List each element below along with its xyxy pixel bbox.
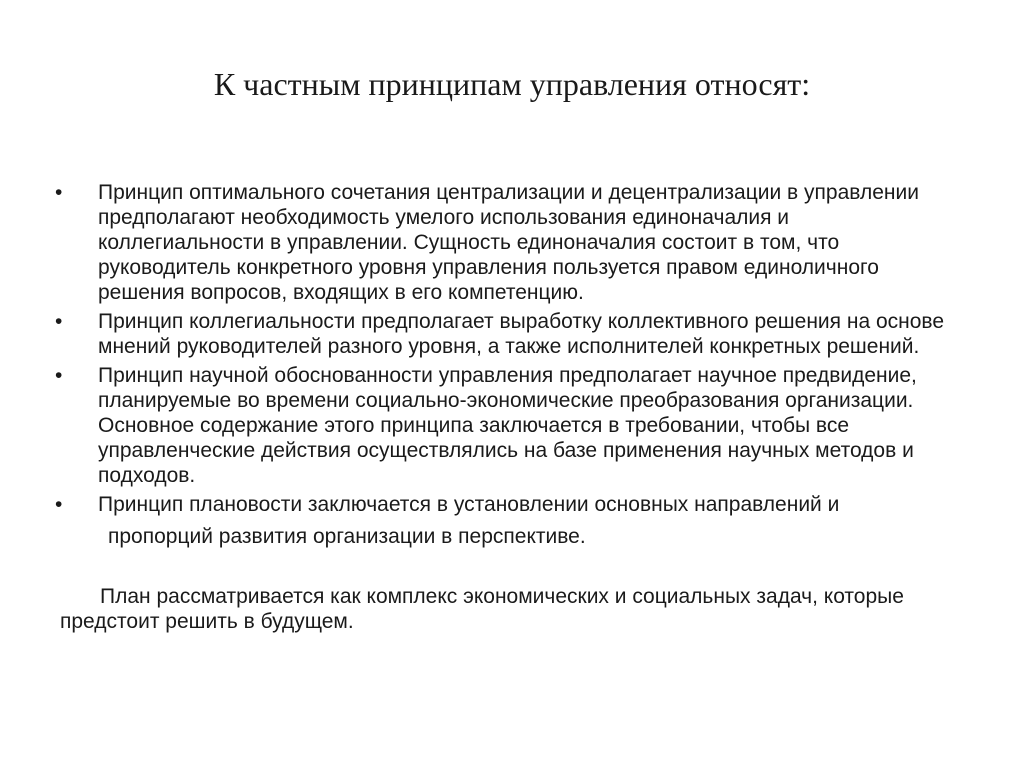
list-item	[55, 492, 955, 549]
bullet-text: Принцип научной обоснованности управления предполагает научное предвидение, планируемые во времени социально-экономические преобразования организации. Основное содержание этого принципа заключается в требовании, чтобы все управленческие действия осуществлялись на базе применения научных методов и подходов.	[98, 364, 917, 487]
bullet-icon: •	[55, 493, 63, 516]
list-item	[55, 309, 955, 359]
list-item	[55, 180, 955, 305]
slide-title: К частным принципам управления относят:	[213, 66, 811, 102]
closing-paragraph: План рассматривается как комплекс экономических и социальных задач, которые предстоит решить в будущем.	[60, 585, 904, 633]
bullet-continuation: пропорций развития организации в перспективе.	[108, 525, 586, 548]
bullet-icon: •	[55, 364, 63, 387]
bullet-text: Принцип оптимального сочетания централизации и децентрализации в управлении предполагают необходимость умелого использования единоначалия и коллегиальности в управлении. Сущность единоначалия состоит в том, что руководитель конкретного уровня управления пользуется правом единоличного решения вопросов, входящих в его компетенцию.	[98, 181, 919, 304]
list-item	[55, 363, 955, 488]
bullet-text: Принцип коллегиальности предполагает выработку коллективного решения на основе мнений руководителей разного уровня, а также исполнителей конкретных решений.	[98, 310, 945, 358]
bullet-list	[55, 180, 955, 553]
bullet-text: Принцип плановости заключается в установлении основных направлений и	[98, 493, 840, 516]
bullet-icon: •	[55, 181, 63, 204]
bullet-icon: •	[55, 310, 63, 333]
